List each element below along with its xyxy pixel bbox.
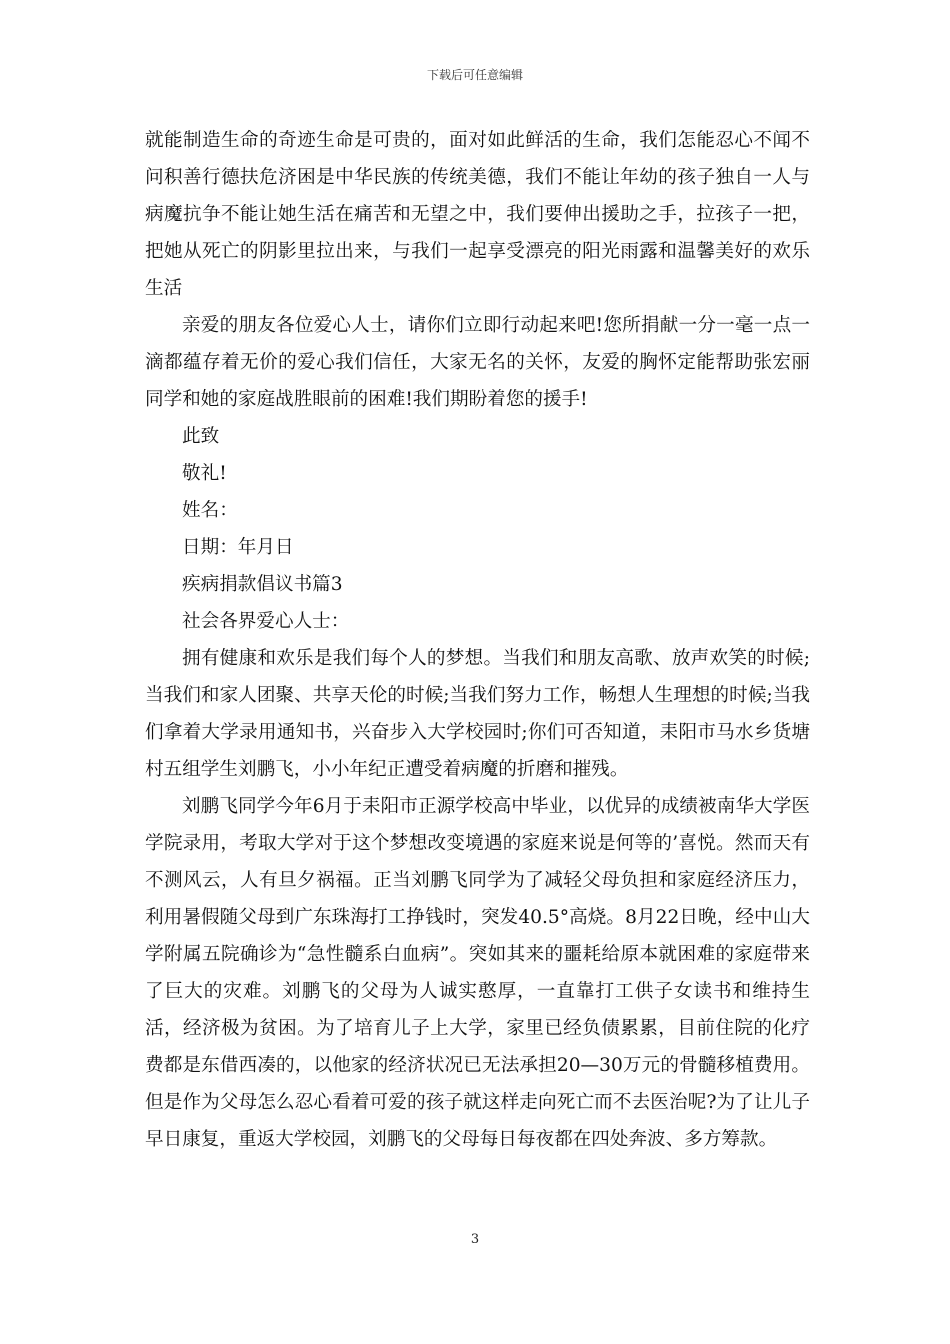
signature-name: 姓名：: [182, 500, 238, 521]
page-header: 下载后可任意编辑: [426, 68, 523, 82]
page-number: 3: [470, 1232, 480, 1247]
closing-jingli: 敬礼!: [182, 463, 227, 484]
paragraph-4: 刘鹏飞同学今年6月于耒阳市正源学校高中毕业，以优异的成绩被南华大学医学院录用，考取大学对于这个梦想改变境遇的家庭来说是何等的’喜悦。然而天有不测风云，人有旦夕祸福。正当刘鹏飞同学为了减轻父母负担和家庭经济压力，利用暑假随父母到广东珠海打工挣钱时，突发40.5°高烧。8月22日晚，经中山大学附属五院确诊为“急性髓系白血病”。突如其来的噩耗给原本就困难的家庭带来了巨大的灾难。刘鹏飞的父母为人诚实憨厚，一直靠打工供子女读书和维持生活，经济极为贫困。为了培育儿子上大学，家里已经负债累累，目前住院的化疗费都是东借西凑的，以他家的经济状况已无法承担20—30万元的骨髓移植费用。但是作为父母怎么忍心看着可爱的孩子就这样走向死亡而不去医治呢?为了让儿子早日康复，重返大学校园，刘鹏飞的父母每日每夜都在四处奔波、多方筹款。: [145, 796, 810, 1150]
paragraph-1: 就能制造生命的奇迹生命是可贵的，面对如此鲜活的生命，我们怎能忍心不闻不问积善行德扶危济困是中华民族的传统美德，我们不能让年幼的孩子独自一人与病魔抗争不能让她生活在痛苦和无望之中，我们要伸出援助之手，拉孩子一把，把她从死亡的阴影里拉出来，与我们一起享受漂亮的阳光雨露和温馨美好的欢乐生活: [145, 130, 810, 299]
document-body: [145, 122, 810, 1158]
salutation: 社会各界爱心人士：: [182, 611, 350, 632]
paragraph-2: 亲爱的朋友各位爱心人士，请你们立即行动起来吧!您所捐献一分一毫一点一滴都蕴存着无价的爱心我们信任，大家无名的关怀，友爱的胸怀定能帮助张宏丽同学和她的家庭战胜眼前的困难!我们期盼着您的援手!: [145, 315, 810, 410]
section-title: 疾病捐款倡议书篇3: [182, 574, 343, 595]
signature-date: 日期：年月日: [182, 537, 294, 558]
closing-cizhi: 此致: [182, 426, 220, 447]
paragraph-3: 拥有健康和欢乐是我们每个人的梦想。当我们和朋友高歌、放声欢笑的时候;当我们和家人团聚、共享天伦的时候;当我们努力工作，畅想人生理想的时候;当我们拿着大学录用通知书，兴奋步入大学校园时;你们可否知道，耒阳市马水乡货塘村五组学生刘鹏飞，小小年纪正遭受着病魔的折磨和摧残。: [145, 648, 810, 780]
